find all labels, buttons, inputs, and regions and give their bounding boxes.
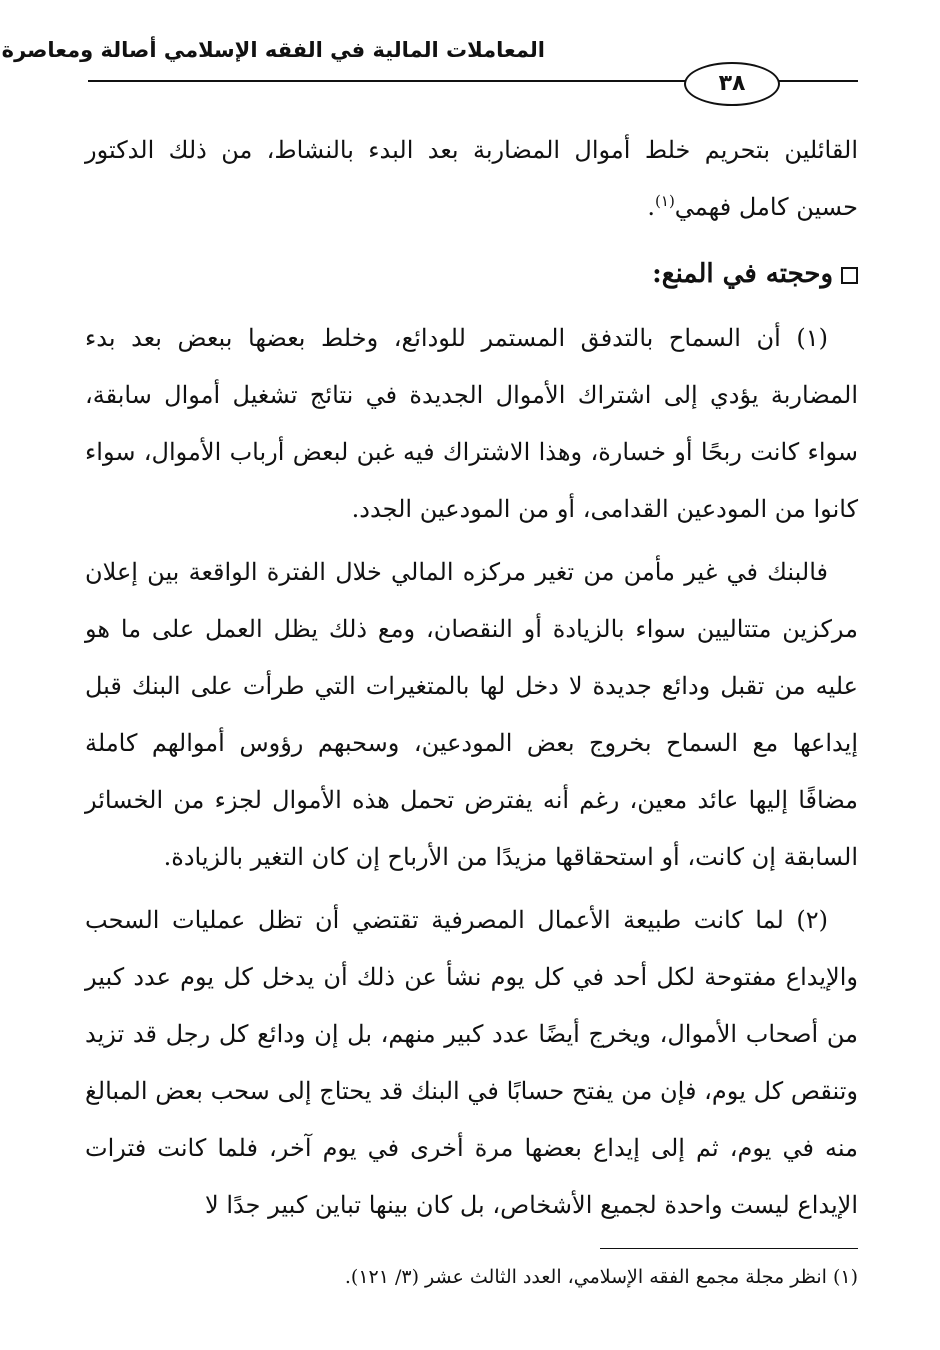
footnote-reference: (١) xyxy=(655,192,675,210)
footnote-rule xyxy=(600,1248,858,1249)
paragraph xyxy=(85,122,858,236)
page-number: ٣٨ xyxy=(684,62,780,106)
paragraph: (١) أن السماح بالتدفق المستمر للودائع، وخلط بعضها ببعض بعد بدء المضاربة يؤدي إلى اشتراك الأموال الجديدة في نتائج تشغيل أموال سابقة، سواء كانت ربحًا أو خسارة، وهذا الاشتراك فيه غبن لبعض أرباب الأموال، سواء كانوا من المودعين القدامى، أو من المودعين الجدد. xyxy=(85,324,858,523)
section-heading xyxy=(85,244,858,304)
main-text xyxy=(85,122,858,1234)
paragraph: فالبنك في غير مأمن من تغير مركزه المالي خلال الفترة الواقعة بين إعلان مركزين متتاليين سواء بالزيادة أو النقصان، ومع ذلك يظل العمل على ما هو عليه من تقبل ودائع جديدة لا دخل لها بالمتغيرات التي طرأت على البنك قبل إيداعها مع السماح بخروج بعض المودعين، وسحبهم رؤوس أموالهم كاملة مضافًا إليها عائد معين، رغم أنه يفترض تحمل هذه الأموال لجزء من الخسائر السابقة إن كانت، أو استحقاقها مزيدًا من الأرباح إن كان التغير بالزيادة. xyxy=(85,558,858,871)
paragraph: (٢) لما كانت طبيعة الأعمال المصرفية تقتضي أن تظل عمليات السحب والإيداع مفتوحة لكل أحد في كل يوم نشأ عن ذلك أن يدخل كل يوم عدد كبير من أصحاب الأموال، ويخرج أيضًا عدد كبير منهم، بل إن ودائع كل رجل قد تزيد وتنقص كل يوم، فإن من يفتح حسابًا في البنك قد يحتاج إلى سحب بعض المبالغ منه في يوم، ثم إلى إيداع بعضها مرة أخرى في يوم آخر، فلما كانت فترات الإيداع ليست واحدة لجميع الأشخاص، بل كان بينها تباين كبير جدًا لا xyxy=(85,906,858,1219)
section-heading-text: وحجته في المنع: xyxy=(652,259,833,289)
checkbox-icon xyxy=(841,267,858,284)
footnote: (١) انظر مجلة مجمع الفقه الإسلامي، العدد الثالث عشر (٣/ ١٢١). xyxy=(344,1266,858,1288)
running-title: المعاملات المالية في الفقه الإسلامي أصالة ومعاصرة xyxy=(1,38,545,62)
paragraph-text: القائلين بتحريم خلط أموال المضاربة بعد البدء بالنشاط، من ذلك الدكتور حسين كامل فهمي xyxy=(85,136,858,221)
paragraph-end: . xyxy=(647,193,656,221)
